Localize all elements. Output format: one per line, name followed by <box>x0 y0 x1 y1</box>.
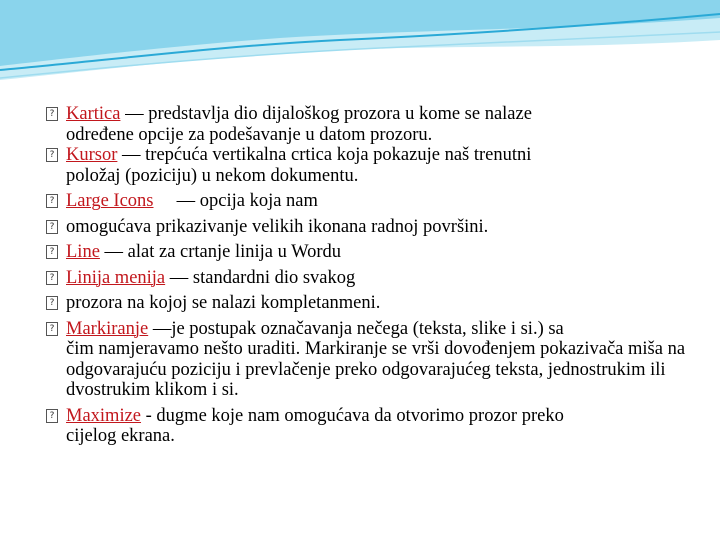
entry-kursor <box>46 145 686 186</box>
header-wave-decoration <box>0 0 720 90</box>
definition-text: — alat za crtanje linija u Wordu <box>99 242 342 262</box>
entry-continuation <box>46 217 686 238</box>
entry-maximize <box>46 406 686 447</box>
entry-large-icons <box>46 191 686 212</box>
definition-text: — predstavlja dio dijaloškog prozora u kome se nalaze <box>120 104 532 124</box>
bullet-icon: ? <box>46 271 58 285</box>
definition-continuation: čim namjeravamo nešto uraditi. Markiranje se vrši dovođenjem pokazivača miša na odgovarajuću poziciju i prevlačenje preko odgovarajućeg teksta, jednostrukim ili dvostrukim klikom i si. <box>66 339 686 400</box>
term-link-maximize[interactable]: Maximize <box>66 405 142 426</box>
term-link-line[interactable]: Line <box>66 242 100 262</box>
definition-text: - dugme koje nam omogućava da otvorimo prozor preko <box>141 405 564 426</box>
entry-kartica <box>46 104 686 145</box>
term-link-large-icons[interactable]: Large Icons <box>66 191 154 211</box>
bullet-icon: ? <box>46 322 58 336</box>
entry-linija-menija <box>46 268 686 289</box>
bullet-icon: ? <box>46 245 58 259</box>
definition-continuation: cijelog ekrana. <box>66 426 175 446</box>
definition-text: omogućava prikazivanje velikih ikonana radnoj površini. <box>66 216 489 237</box>
definition-text: —je postupak označavanja nečega (teksta, slike i si.) sa <box>148 318 564 339</box>
bullet-icon: ? <box>46 409 58 423</box>
term-link-kursor[interactable]: Kursor <box>66 145 118 165</box>
bullet-icon: ? <box>46 148 58 162</box>
bullet-icon: ? <box>46 107 58 121</box>
term-link-kartica[interactable]: Kartica <box>66 104 121 124</box>
definition-text: prozora na kojoj se nalazi kompletanmeni. <box>66 293 381 313</box>
definition-continuation: određene opcije za podešavanje u datom prozoru. <box>66 124 433 145</box>
definition-continuation: položaj (poziciju) u nekom dokumentu. <box>66 165 359 186</box>
bullet-icon: ? <box>46 296 58 310</box>
term-link-linija-menija[interactable]: Linija menija <box>66 267 166 288</box>
entry-line <box>46 242 686 263</box>
definition-text: — trepćuća vertikalna crtica koja pokazuje naš trenutni <box>117 145 532 165</box>
term-link-markiranje[interactable]: Markiranje <box>66 318 149 339</box>
bullet-icon: ? <box>46 220 58 234</box>
bullet-icon: ? <box>46 194 58 208</box>
definition-text: — standardni dio svakog <box>165 267 356 288</box>
entry-continuation <box>46 293 686 314</box>
glossary-text <box>46 104 686 447</box>
entry-markiranje <box>46 319 686 401</box>
definition-text: — opcija koja nam <box>153 191 318 211</box>
